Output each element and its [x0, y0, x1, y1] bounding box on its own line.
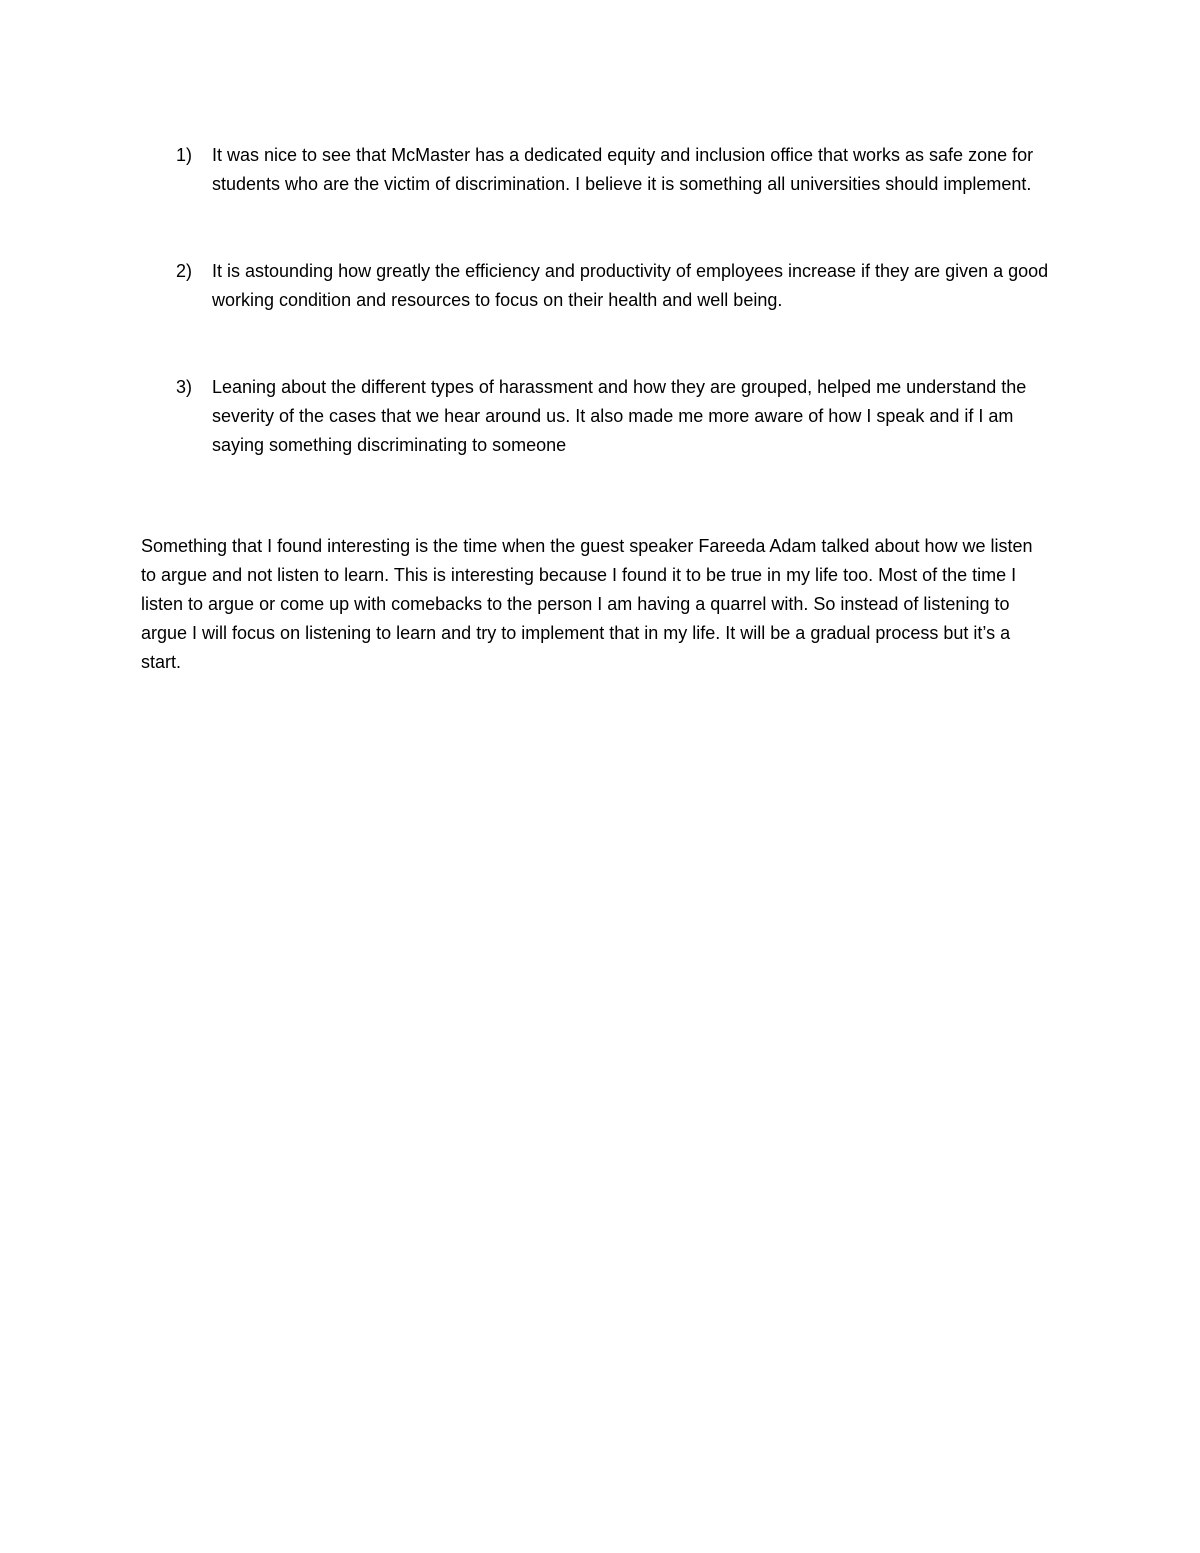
list-item-text: Leaning about the different types of harassment and how they are grouped, helped me understand the severity of the cases that we hear around us. It also made me more aware of how I speak and if I am saying something discriminating to someone [212, 377, 1027, 455]
body-paragraph: Something that I found interesting is the time when the guest speaker Fareeda Adam talked about how we listen to argue and not listen to learn. This is interesting because I found it to be true in my life too. Most of the time I listen to argue or come up with comebacks to the person I am having a quarrel with. So instead of listening to argue I will focus on listening to learn and try to implement that in my life. It will be a gradual process but it’s a start. [141, 536, 1033, 672]
list-item-number: 3) [176, 377, 193, 397]
list-item-number: 1) [176, 145, 193, 165]
list-item [176, 141, 1056, 199]
list-item [176, 257, 1056, 315]
list-item-number: 2) [176, 261, 193, 281]
list-item [176, 373, 1056, 460]
numbered-list [176, 141, 1056, 460]
list-item-text: It is astounding how greatly the efficiency and productivity of employees increase if they are given a good working condition and resources to focus on their health and well being. [212, 261, 1049, 310]
list-item-text: It was nice to see that McMaster has a dedicated equity and inclusion office that works as safe zone for students who are the victim of discrimination. I believe it is something all universities should implement. [212, 145, 1034, 194]
